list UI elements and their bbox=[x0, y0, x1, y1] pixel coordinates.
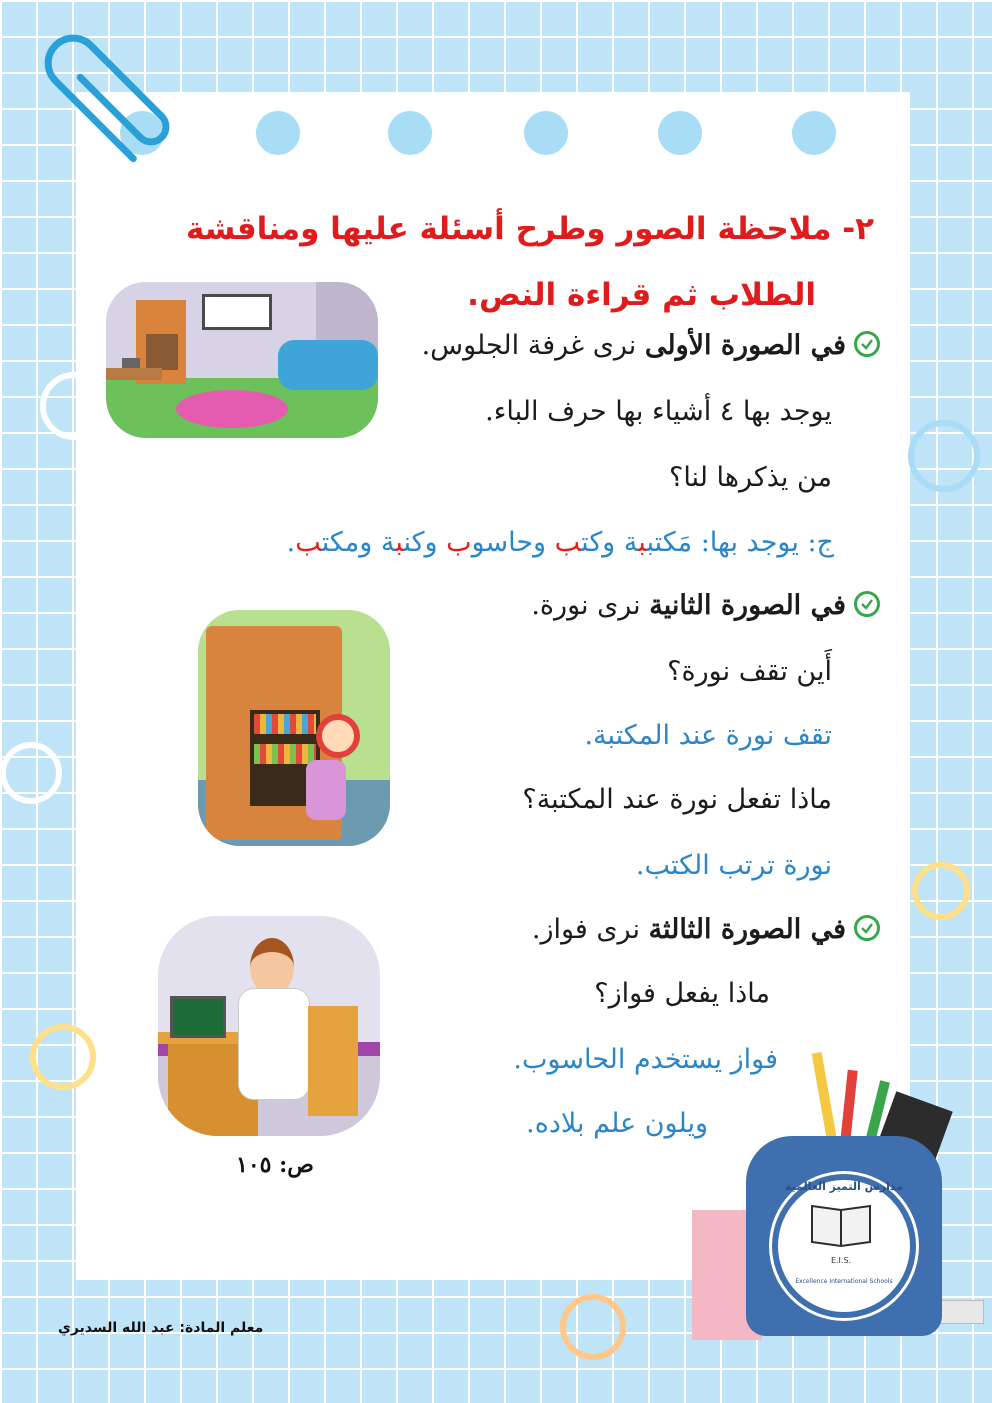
book-icon bbox=[808, 1202, 874, 1248]
paperclip-icon bbox=[20, 10, 190, 180]
logo-abbr: E.I.S. bbox=[830, 1256, 852, 1265]
answer-text: وحاسو bbox=[471, 527, 555, 558]
section1-question2: من يذكرها لنا؟ bbox=[668, 462, 832, 493]
decor-ring bbox=[560, 1294, 626, 1360]
logo-arabic: مدارس التميز العالمية bbox=[784, 1180, 904, 1193]
section2-heading bbox=[531, 590, 880, 621]
highlight-ba: ب bbox=[395, 527, 404, 558]
decor-ring bbox=[908, 420, 980, 492]
highlight-ba: ب bbox=[554, 527, 582, 558]
answer-text: ة وكت bbox=[581, 527, 639, 558]
page-reference: ص: ١٠٥ bbox=[236, 1152, 314, 1178]
highlight-ba: ب bbox=[638, 527, 647, 558]
answer-text: وكن bbox=[403, 527, 447, 558]
decor-dot bbox=[388, 111, 432, 155]
section2-lead: في الصورة الثانية bbox=[649, 590, 846, 621]
living-room-image bbox=[106, 282, 378, 438]
section3-lead: في الصورة الثالثة bbox=[648, 914, 846, 945]
decor-dot bbox=[792, 111, 836, 155]
school-bag-logo bbox=[692, 1040, 982, 1340]
decor-ring bbox=[40, 372, 108, 440]
noura-bookshelf-image bbox=[198, 610, 390, 846]
highlight-ba: ب bbox=[446, 527, 472, 558]
check-circle-icon bbox=[854, 591, 880, 617]
highlight-ba: ب bbox=[295, 527, 322, 558]
section1-answer bbox=[287, 527, 834, 558]
section2-answer2: نورة ترتب الكتب. bbox=[635, 850, 832, 881]
section1-heading bbox=[422, 330, 880, 361]
section3-question1: ماذا يفعل فواز؟ bbox=[594, 978, 770, 1009]
section2-answer1: تقف نورة عند المكتبة. bbox=[584, 720, 832, 751]
section2-question2: ماذا تفعل نورة عند المكتبة؟ bbox=[522, 784, 832, 815]
section3-answer2: ويلون علم بلاده. bbox=[526, 1108, 708, 1139]
fawaz-computer-image bbox=[158, 916, 380, 1136]
title-line-1: ٢- ملاحظة الصور وطرح أسئلة عليها ومناقشة bbox=[185, 211, 874, 247]
decor-dot bbox=[658, 111, 702, 155]
decor-ring bbox=[912, 862, 970, 920]
section2-rest: نرى نورة. bbox=[531, 590, 650, 621]
check-circle-icon bbox=[854, 331, 880, 357]
teacher-credit: معلم المادة: عبد الله السديري bbox=[58, 1320, 264, 1336]
check-circle-icon bbox=[854, 915, 880, 941]
section2-question1: أَين تقف نورة؟ bbox=[667, 656, 832, 687]
section1-lead: في الصورة الأولى bbox=[644, 330, 846, 361]
answer-text: . bbox=[286, 527, 296, 558]
answer-text: ج: يوجد بها: مَكتب bbox=[646, 527, 834, 558]
answer-text: ة ومكت bbox=[321, 527, 396, 558]
logo-english: Excellence International Schools bbox=[795, 1278, 893, 1285]
decor-dot bbox=[256, 111, 300, 155]
section1-rest: نرى غرفة الجلوس. bbox=[421, 330, 645, 361]
decor-dot bbox=[524, 111, 568, 155]
section3-answer1: فواز يستخدم الحاسوب. bbox=[513, 1044, 778, 1075]
section3-heading bbox=[532, 914, 880, 945]
title-line-2: الطلاب ثم قراءة النص. bbox=[467, 277, 816, 313]
section3-rest: نرى فواز. bbox=[531, 914, 649, 945]
decor-ring bbox=[30, 1024, 96, 1090]
decor-ring bbox=[0, 742, 62, 804]
section1-question1: يوجد بها ٤ أشياء بها حرف الباء. bbox=[485, 396, 832, 427]
